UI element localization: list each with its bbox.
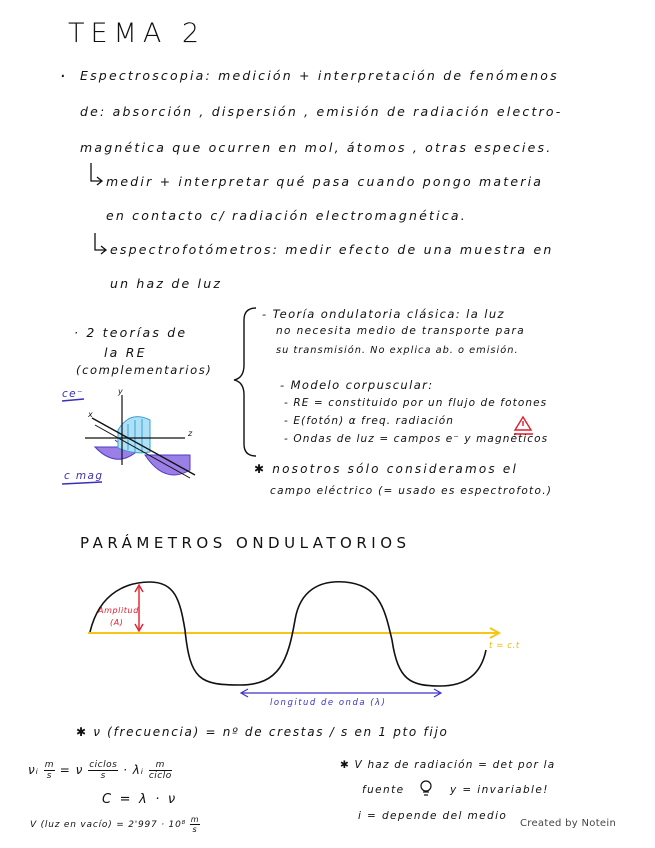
text-line-3: magnética que ocurren en mol, átomos , otras especies.	[80, 140, 553, 155]
amplitude-label: Amplitud	[98, 606, 139, 615]
c-vacuum: V (luz en vacío) = 2'997 · 10⁸ $\frac{m}{s}$	[30, 815, 199, 834]
x-axis-label: x	[88, 410, 94, 419]
frequency-definition: ✱ ν (frecuencia) = nº de crestas / s en 1 pto fijo	[76, 725, 449, 739]
right-note-2b: y = invariable!	[450, 784, 549, 796]
text-line-2: de: absorción , dispersión , emisión de radiación electro-	[80, 104, 563, 119]
theory-corp-1: - Modelo corpuscular:	[280, 378, 434, 392]
note-line-2: campo eléctrico (= usado es espectrofoto.)	[270, 485, 553, 497]
arrow-text-2b: un haz de luz	[110, 276, 223, 291]
theory-wave-1: - Teoría ondulatoria clásica: la luz	[262, 307, 505, 321]
wavelength-label: longitud de onda (λ)	[270, 698, 387, 708]
theory-corp-3: - E(fotón) α freq. radiación	[284, 415, 455, 427]
section-title: PARÁMETROS ONDULATORIOS	[80, 534, 411, 552]
text-line-1: Espectroscopia: medición + interpretación de fenómenos	[80, 68, 559, 83]
lambda-symbol: · λᵢ	[123, 763, 144, 777]
theory-wave-3: su transmisión. No explica ab. o emisión.	[276, 345, 519, 356]
arrow-text-2: espectrofotómetros: medir efecto de una muestra en	[110, 242, 554, 257]
ciclos-units: $\frac{\text{ciclos}}{s}$	[89, 760, 118, 781]
lambda-units: $\frac{m}{\text{ciclo}}$	[148, 760, 172, 781]
theory-corp-2: - RE = constituido por un flujo de fotones	[284, 397, 548, 409]
bullet: ·	[60, 66, 68, 87]
theories-left-2: la RE	[104, 345, 147, 360]
theory-corp-4: - Ondas de luz = campos e⁻ y magnéticos	[284, 433, 549, 445]
note-line-1: ✱ nosotros sólo consideramos el	[254, 462, 518, 476]
right-note-2: fuente	[362, 784, 405, 796]
theory-wave-2: no necesita medio de transporte para	[276, 325, 526, 337]
y-axis-label: y	[118, 387, 124, 396]
vi-units: $\frac{m}{s}$	[44, 760, 54, 781]
arrow-text-1b: en contacto c/ radiación electromagnética.	[106, 208, 467, 223]
c-equation: C = λ · ν	[102, 792, 178, 807]
amplitude-symbol: (A)	[110, 618, 124, 627]
theories-left-1: · 2 teorías de	[74, 325, 188, 340]
ce-label: ce⁻	[62, 388, 84, 400]
theories-left-3: (complementarios)	[76, 363, 213, 377]
watermark: Created by Notein	[520, 818, 617, 829]
vi-symbol: νᵢ	[28, 763, 39, 777]
page-title: TEMA 2	[68, 18, 206, 49]
eq-symbol: = ν	[59, 763, 84, 777]
right-note-1: ✱ V haz de radiación = det por la	[340, 759, 556, 771]
arrow-text-1: medir + interpretar qué pasa cuando pongo materia	[106, 174, 544, 189]
cmag-label: c mag	[64, 470, 104, 482]
right-note-3: i = depende del medio	[358, 810, 508, 822]
time-axis-label: t = c.t	[489, 641, 520, 651]
z-axis-label: z	[188, 429, 193, 438]
